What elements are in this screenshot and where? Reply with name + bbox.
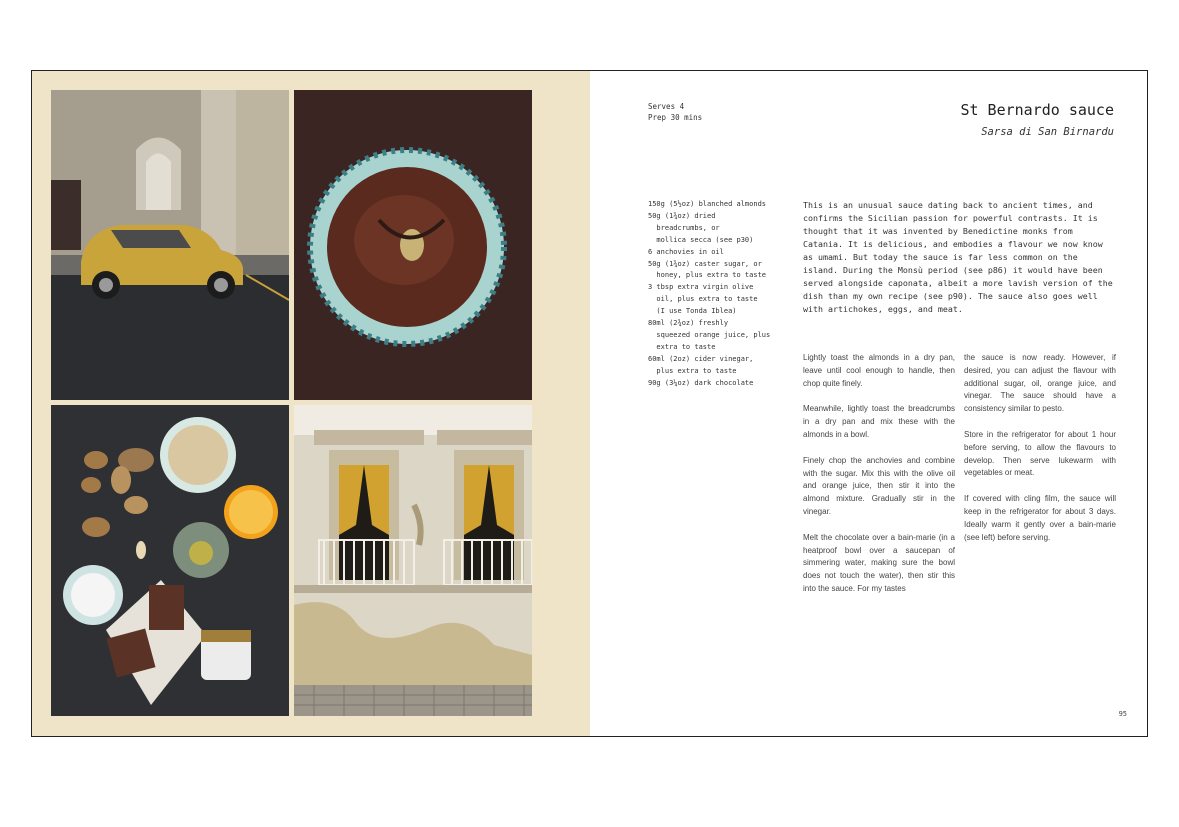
- method-paragraph: If covered with cling film, the sauce will keep in the refrigerator for about 3 days. Ideally warm it gently over a bain-marie (see left) before serving.: [964, 494, 1116, 542]
- method-paragraph: Finely chop the anchovies and combine with the sugar. Mix this with the olive oil and orange juice, then stir it into the almond mixture. Gradually stir in the vinegar.: [803, 455, 955, 516]
- left-page-photos: [32, 71, 590, 736]
- book-spread: [31, 70, 1148, 737]
- ingredient-line: 80ml (2¾oz) freshly: [648, 319, 729, 328]
- method-paragraph: Meanwhile, lightly toast the breadcrumbs in a dry pan and mix these with the almonds in a bowl.: [803, 404, 955, 439]
- prep-text: Prep 30 mins: [648, 113, 703, 122]
- recipe-title: St Bernardo sauce: [960, 101, 1114, 119]
- ingredient-line: mollica secca (see p30): [648, 235, 754, 244]
- ingredient-line: extra to taste: [648, 342, 716, 351]
- ingredient-line: plus extra to taste: [648, 366, 737, 375]
- method-paragraph: Store in the refrigerator for about 1 hour before serving, to allow the flavours to develop. Then serve lukewarm with vegetables or meat.: [964, 429, 1116, 478]
- recipe-intro: This is an unusual sauce dating back to ancient times, and confirms the Sicilian passion for powerful contrasts. It is thought that it was invented by Benedictine monks from Catania. It is delicious, and embodies a flavour we now know as umami. But today the sauce is far less common on the island. During the Monsù period (see p86) it would have been served alongside caponata, albeit a more lavish version of the dish than my own recipe (see p90). The sauce also goes well with artichokes, eggs, and meat.: [803, 200, 1113, 314]
- ingredient-line: 50g (1¾oz) dried: [648, 211, 716, 220]
- photo-yellow-car-street: [51, 90, 289, 400]
- ingredient-line: squeezed orange juice, plus: [648, 330, 771, 339]
- method-paragraph: the sauce is now ready. However, if desired, you can adjust the flavour with additional sugar, oil, orange juice, and vinegar. The sauce should have a consistency similar to pesto.: [964, 353, 1116, 414]
- recipe-subtitle: Sarsa di San Birnardu: [981, 126, 1114, 138]
- ingredient-line: 3 tbsp extra virgin olive: [648, 283, 754, 292]
- method-paragraph: Lightly toast the almonds in a dry pan, leave until cool enough to handle, then chop quite finely.: [803, 353, 955, 388]
- method-column-1: [803, 352, 955, 609]
- right-page-recipe: [590, 71, 1147, 736]
- recipe-meta: [648, 101, 702, 123]
- ingredient-line: 50g (1¾oz) caster sugar, or: [648, 259, 762, 268]
- page-number: 95: [1118, 710, 1127, 718]
- method-paragraph: Melt the chocolate over a bain-marie (in a heatproof bowl over a saucepan of simmering water, making sure the bowl does not touch the water), then stir this into the sauce. For my tastes: [803, 532, 955, 593]
- ingredient-line: 60ml (2oz) cider vinegar,: [648, 354, 754, 363]
- ingredient-line: (I use Tonda Iblea): [648, 307, 737, 316]
- ingredient-line: breadcrumbs, or: [648, 223, 720, 232]
- photo-building-balconies: [294, 405, 532, 716]
- photo-ingredients-flatlay: [51, 405, 289, 716]
- ingredients-list: [648, 199, 798, 390]
- method-column-2: [964, 352, 1116, 557]
- ingredient-line: honey, plus extra to taste: [648, 271, 767, 280]
- serves-text: Serves 4: [648, 102, 685, 111]
- ingredient-line: 90g (3¼oz) dark chocolate: [648, 378, 754, 387]
- ingredient-line: 150g (5½oz) blanched almonds: [648, 200, 767, 208]
- ingredient-line: 6 anchovies in oil: [648, 247, 724, 256]
- photo-sauce-bowl: [294, 90, 532, 400]
- ingredient-line: oil, plus extra to taste: [648, 295, 758, 304]
